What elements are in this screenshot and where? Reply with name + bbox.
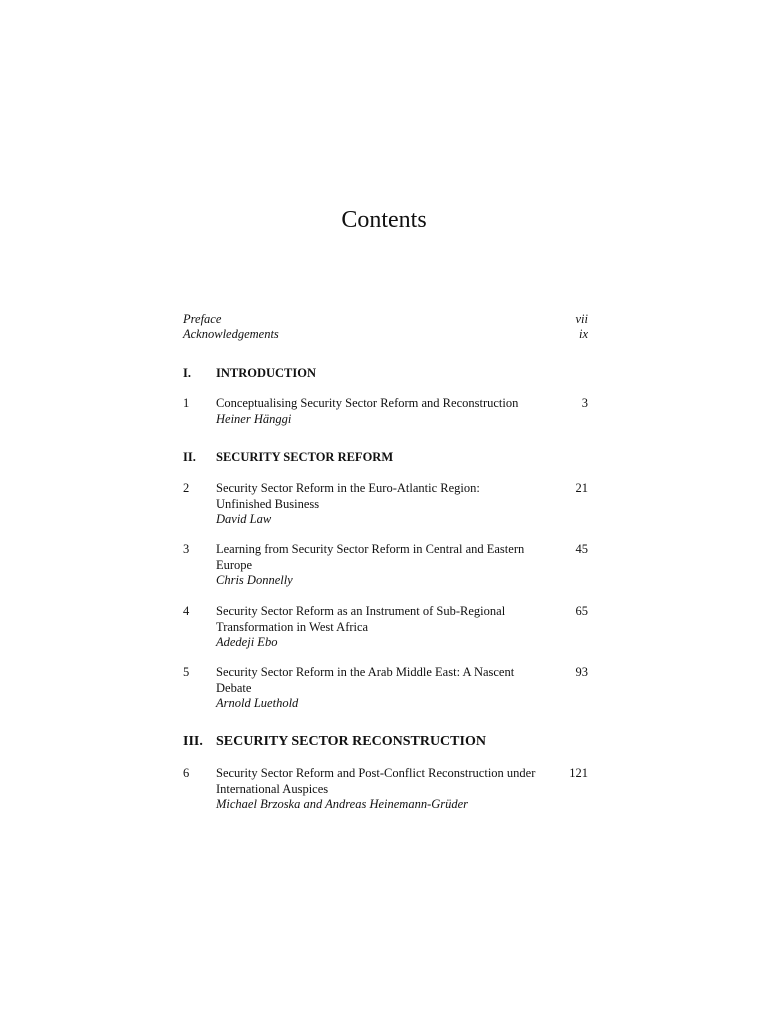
toc-chapter-4[interactable] [183, 604, 588, 651]
chapter-title: Security Sector Reform as an Instrument of Sub-Regional Transformation in West Africa [216, 604, 506, 634]
toc-page-number: 121 [569, 766, 588, 780]
chapter-number: 1 [183, 396, 190, 410]
toc-page-number: 21 [575, 481, 588, 495]
chapter-author: Chris Donnelly [216, 573, 293, 587]
part-heading-3 [183, 734, 588, 750]
part-heading-1 [183, 366, 588, 382]
part-heading-2 [183, 450, 588, 466]
toc-page-number: 65 [575, 604, 588, 618]
chapter-title: Learning from Security Sector Reform in Central and Eastern Europe [216, 542, 525, 572]
chapter-number: 2 [183, 481, 190, 495]
chapter-number: 6 [183, 766, 190, 780]
part-numeral: I. [183, 366, 191, 380]
page-title: Contents [341, 207, 427, 233]
toc-entry-acknowledgements[interactable] [183, 327, 588, 343]
toc-page-number: ix [578, 327, 588, 341]
part-title: INTRODUCTION [216, 366, 317, 380]
toc-chapter-2[interactable] [183, 481, 588, 528]
chapter-author: Michael Brzoska and Andreas Heinemann-Grüder [216, 797, 469, 811]
chapter-title: Security Sector Reform and Post-Conflict Reconstruction under International Auspices [216, 766, 536, 796]
chapter-title: Security Sector Reform in the Euro-Atlantic Region: Unfinished Business [216, 481, 480, 511]
chapter-author: Adedeji Ebo [216, 635, 278, 649]
toc-chapter-3[interactable] [183, 542, 588, 589]
chapter-number: 3 [183, 542, 190, 556]
part-title: SECURITY SECTOR REFORM [216, 450, 394, 464]
toc-page-number: vii [575, 312, 588, 326]
toc-entry-preface[interactable] [183, 312, 588, 328]
chapter-title: Security Sector Reform in the Arab Middle East: A Nascent Debate [216, 665, 515, 695]
part-title: SECURITY SECTOR RECONSTRUCTION [216, 734, 486, 749]
toc-page-number: 45 [575, 542, 588, 556]
chapter-number: 5 [183, 665, 190, 679]
chapter-author: Arnold Luethold [216, 696, 299, 710]
part-numeral: II. [183, 450, 196, 464]
toc-chapter-6[interactable] [183, 766, 588, 813]
chapter-author: David Law [216, 512, 272, 526]
toc-page-number: 93 [575, 665, 588, 679]
part-numeral: III. [183, 734, 203, 749]
chapter-author: Heiner Hänggi [216, 411, 292, 426]
toc-entry-label: Acknowledgements [183, 327, 279, 341]
chapter-title: Conceptualising Security Sector Reform and Reconstruction [216, 396, 519, 410]
toc-chapter-5[interactable] [183, 665, 588, 712]
chapter-number: 4 [183, 604, 190, 618]
toc-page-number: 3 [581, 396, 588, 410]
toc-chapter-1[interactable] [183, 396, 588, 427]
toc-entry-label: Preface [183, 312, 222, 326]
